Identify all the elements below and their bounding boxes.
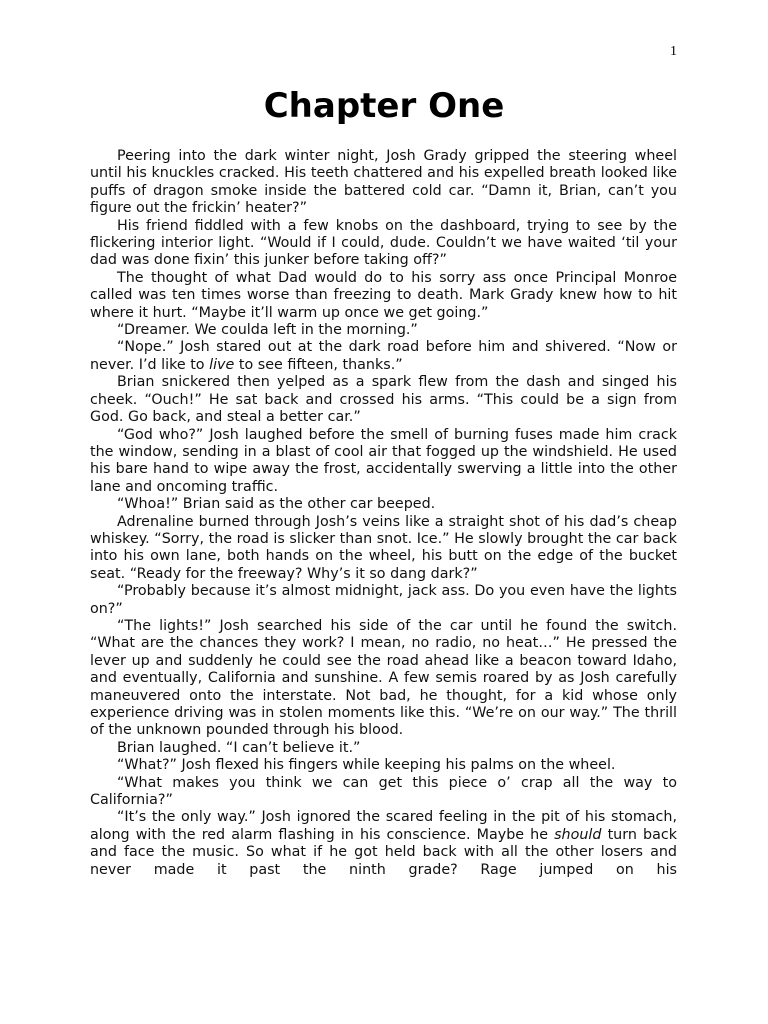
paragraph: The thought of what Dad would do to his sorry ass once Principal Monroe called was ten times worse than freezing to death. Mark Grady knew how to hit where it hurt. “Maybe it’ll warm up once we get going.” [90,269,677,321]
paragraph-text: “Nope.” Josh stared out at the dark road before him and shivered. “Now or never. I’d like to [90,339,677,373]
paragraph-text: “It’s the only way.” Josh ignored the scared feeling in the pit of his stomach, along with the red alarm flashing in his conscience. Maybe he [90,809,677,843]
paragraph: “Whoa!” Brian said as the other car beeped. [117,496,436,513]
paragraph: “What makes you think we can get this piece o’ crap all the way to California?” [90,774,677,809]
emphasis-text: should [554,826,602,843]
paragraph: Brian snickered then yelped as a spark flew from the dash and singed his cheek. “Ouch!” He sat back and crossed his arms. “This could be a sign from God. Go back, and steal a better car.” [90,374,677,426]
paragraph [90,339,677,374]
page-number: 1 [670,44,677,59]
chapter-title: Chapter One [263,86,505,126]
paragraph-text: to see fifteen, thanks.” [234,356,403,373]
paragraph: Adrenaline burned through Josh’s veins like a straight shot of his dad’s cheap whiskey. “Sorry, the road is slicker than snot. Ice.” He slowly brought the car back into his own lane, both hands on the wheel, his butt on the edge of the bucket seat. “Ready for the freeway? Why’s it so dang dark?” [90,513,677,582]
body-text [90,148,677,879]
paragraph [90,809,677,879]
paragraph: Brian laughed. “I can’t believe it.” [117,739,361,756]
paragraph: His friend fiddled with a few knobs on the dashboard, trying to see by the flickering interior light. “Would if I could, dude. Couldn’t we have waited ‘til your dad was done fixin’ this junker before taking off?” [90,217,677,269]
paragraph-text: turn back and face the music. So what if he got held back with all the other losers and never made it past the ninth grade? Rage jumped on his [90,826,678,878]
paragraph: “God who?” Josh laughed before the smell of burning fuses made him crack the window, sending in a blast of cool air that fogged up the windshield. He used his bare hand to wipe away the frost, accidentally swerving a little into the other lane and oncoming traffic. [90,426,677,495]
emphasis-text: live [209,356,235,373]
paragraph: Peering into the dark winter night, Josh Grady gripped the steering wheel until his knuckles cracked. His teeth chattered and his expelled breath looked like puffs of dragon smoke inside the battered cold car. “Damn it, Brian, can’t you figure out the frickin’ heater?” [90,148,677,217]
paragraph: “Dreamer. We coulda left in the morning.” [117,322,418,339]
paragraph: “What?” Josh flexed his fingers while keeping his palms on the wheel. [117,757,616,774]
paragraph: “The lights!” Josh searched his side of the car until he found the switch. “What are the chances they work? I mean, no radio, no heat…” He pressed the lever up and suddenly he could see the road ahead like a beacon toward Idaho, and eventually, California and sunshine. A few semis roared by as Josh carefully maneuvered onto the interstate. Not bad, he thought, for a kid whose only experience driving was in stolen moments like this. “We’re on our way.” The thrill of the unknown pounded through his blood. [90,617,677,739]
paragraph: “Probably because it’s almost midnight, jack ass. Do you even have the lights on?” [90,583,677,617]
